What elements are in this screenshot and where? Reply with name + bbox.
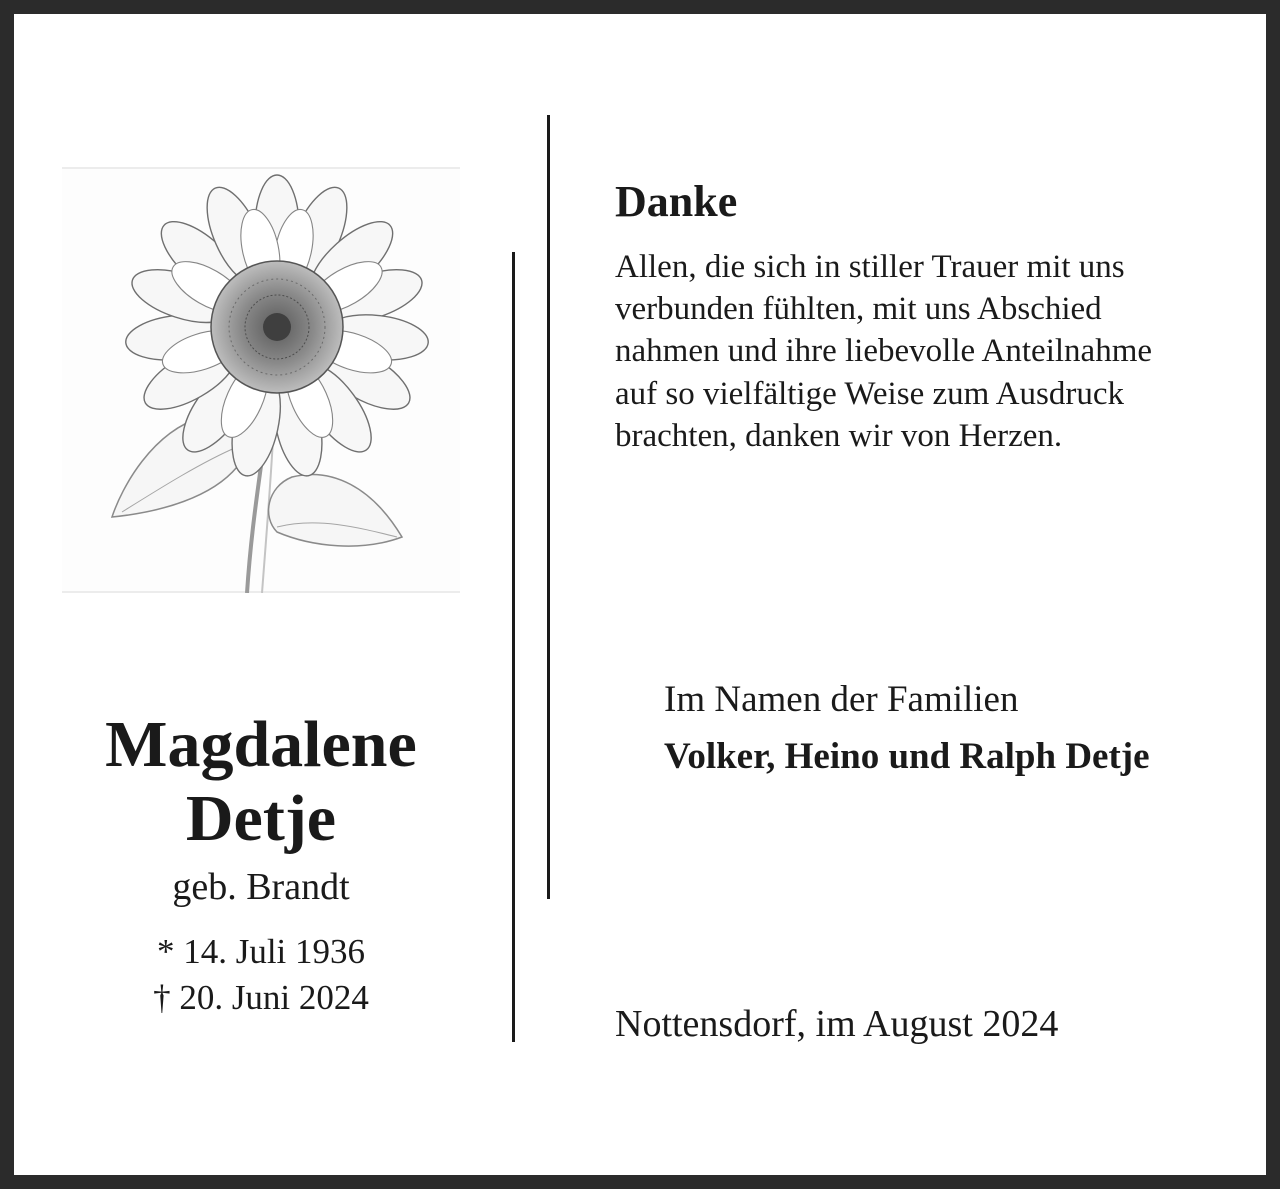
message-line: brachten, danken wir von Herzen. xyxy=(615,417,1063,454)
deceased-first-name: Magdalene xyxy=(105,708,417,781)
signature-names: Volker, Heino und Ralph Detje xyxy=(664,736,1150,777)
divider-left xyxy=(512,252,515,1042)
signature-intro: Im Namen der Familien xyxy=(664,679,1019,720)
divider-right xyxy=(547,115,550,899)
message-line: nahmen und ihre liebevolle Anteilnahme xyxy=(615,333,1153,370)
birth-date: * 14. Juli 1936 xyxy=(156,932,366,971)
message-line: Allen, die sich in stiller Trauer mit uns xyxy=(615,249,1125,285)
deceased-last-name: Detje xyxy=(185,782,337,855)
message-line: verbunden fühlten, mit uns Abschied xyxy=(615,291,1102,328)
message-line: auf so vielfältige Weise zum Ausdruck xyxy=(615,375,1125,412)
sunflower-illustration xyxy=(62,167,460,593)
maiden-name: geb. Brandt xyxy=(172,866,350,908)
thanks-heading: Danke xyxy=(615,177,738,226)
place-and-date: Nottensdorf, im August 2024 xyxy=(615,1003,1059,1045)
death-date: † 20. Juni 2024 xyxy=(153,978,369,1017)
thanks-message xyxy=(615,246,1255,457)
